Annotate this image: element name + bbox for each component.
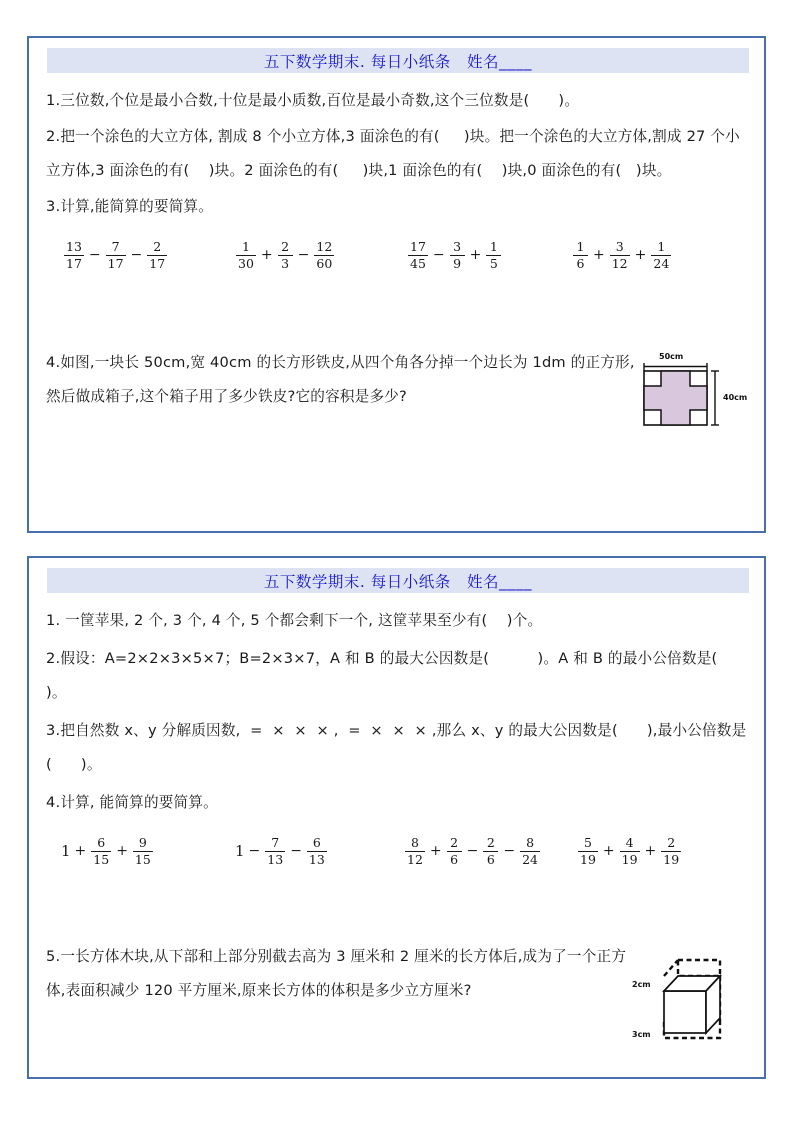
math-operator: −: [503, 843, 516, 859]
fraction: [659, 836, 683, 867]
card-2-question-2: 2.假设：A=2×2×3×5×7；B=2×3×7，A 和 B 的最大公因数是( )。A 和 B 的最小公倍数是( )。: [46, 650, 771, 701]
fraction-denominator: 60: [316, 256, 333, 271]
fraction-denominator: 15: [93, 852, 110, 867]
fraction-denominator: 13: [267, 852, 284, 867]
math-operator: +: [634, 247, 647, 263]
fraction-denominator: 9: [453, 256, 462, 271]
card-1-body: [46, 84, 750, 527]
fraction-denominator: 13: [308, 852, 325, 867]
fraction: [448, 240, 467, 271]
math-operator: −: [432, 247, 445, 263]
fraction: [406, 240, 430, 271]
worksheet-card-1: [27, 36, 766, 533]
card-2-question-3: 3.把自然数 x、y 分解质因数, = × × × , = × × × ,那么 x、y 的最大公因数是( ),最小公倍数是( )。: [46, 722, 747, 773]
fraction: [481, 836, 500, 867]
fraction-denominator: 17: [66, 256, 82, 271]
fraction-denominator: 6: [450, 852, 459, 867]
card-1-expression-row: [46, 232, 750, 284]
fraction: [403, 836, 427, 867]
tin-sheet-label-right: 40cm: [723, 393, 748, 402]
math-operator: +: [429, 843, 442, 859]
fraction-numerator: 1: [241, 238, 250, 254]
fraction: [263, 836, 287, 867]
fraction: [484, 240, 503, 271]
card-2-expression-4: [576, 828, 683, 874]
card-2-header: [47, 568, 749, 593]
fraction-denominator: 17: [149, 256, 166, 271]
fraction-numerator: 2: [667, 834, 676, 850]
math-operator: −: [130, 247, 143, 263]
fraction-numerator: 2: [281, 238, 290, 254]
fraction: [518, 836, 542, 867]
fraction-denominator: 6: [486, 852, 495, 867]
card-1-question-4: 4.如图,一块长 50cm,宽 40cm 的长方形铁皮,从四个角各分掉一个边长为 1dm 的正方形,然后做成箱子,这个箱子用了多少铁皮?它的容积是多少?: [46, 354, 635, 405]
fraction-numerator: 2: [486, 834, 495, 850]
card-1-question-4-wrap: [46, 346, 750, 414]
fraction-numerator: 3: [453, 238, 462, 254]
tin-sheet-figure: [635, 352, 748, 430]
fraction: [571, 240, 590, 271]
card-2-question-5: 5.一长方体木块,从下部和上部分别截去高为 3 厘米和 2 厘米的长方体后,成为了一个正方体,表面积减少 120 平方厘米,原来长方体的体积是多少立方厘米?: [46, 948, 627, 999]
card-1-expression-1: [62, 232, 169, 278]
fraction-denominator: 19: [580, 852, 596, 867]
fraction-denominator: 24: [522, 852, 539, 867]
math-operator: −: [248, 843, 261, 859]
fraction-numerator: 13: [66, 238, 82, 254]
fraction-numerator: 1: [657, 238, 666, 254]
fraction: [145, 240, 169, 271]
fraction-numerator: 8: [526, 834, 535, 850]
card-2-question-5-wrap: [46, 940, 750, 1039]
fraction-numerator: 9: [138, 834, 147, 850]
fraction-denominator: 19: [621, 852, 638, 867]
fraction: [618, 836, 642, 867]
math-integer: 1: [235, 842, 245, 860]
fraction: [608, 240, 632, 271]
fraction-numerator: 12: [316, 238, 333, 254]
fraction-numerator: 7: [271, 834, 280, 850]
math-operator: −: [297, 247, 310, 263]
fraction-denominator: 3: [281, 256, 290, 271]
fraction-numerator: 6: [97, 834, 106, 850]
card-2-question-1: 1. 一筐苹果, 2 个, 3 个, 4 个, 5 个都会剩下一个, 这筐苹果至少有( )个。: [46, 612, 543, 629]
fraction-numerator: 2: [450, 834, 459, 850]
fraction-numerator: 3: [615, 238, 624, 254]
fraction-numerator: 5: [583, 834, 592, 850]
fraction-denominator: 6: [576, 256, 585, 271]
fraction-numerator: 4: [625, 834, 634, 850]
card-2-title: 五下数学期末. 每日小纸条 姓名____: [263, 572, 533, 591]
card-1-question-1: 1.三位数,个位是最小合数,十位是最小质数,百位是最小奇数,这个三位数是( )。: [46, 92, 580, 109]
fraction: [131, 836, 155, 867]
card-2-expression-row: [46, 828, 750, 880]
tin-sheet-label-top: 50cm: [659, 352, 684, 361]
math-integer: 1: [61, 842, 71, 860]
card-1-title: 五下数学期末. 每日小纸条 姓名____: [263, 52, 533, 71]
cuboid-label-bottom: 3cm: [632, 1030, 651, 1039]
fraction: [649, 240, 673, 271]
card-2-body: [46, 604, 771, 1073]
fraction-numerator: 8: [410, 834, 419, 850]
fraction: [305, 836, 329, 867]
math-operator: +: [260, 247, 273, 263]
fraction-denominator: 24: [653, 256, 670, 271]
cuboid-label-top: 2cm: [632, 980, 651, 989]
math-operator: +: [644, 843, 657, 859]
fraction-denominator: 5: [489, 256, 498, 271]
fraction-numerator: 1: [576, 238, 585, 254]
math-operator: +: [116, 843, 128, 859]
math-operator: +: [593, 247, 605, 263]
fraction: [234, 240, 258, 271]
card-2-question-4: 4.计算, 能简算的要简算。: [46, 794, 218, 811]
card-1-question-3: 3.计算,能简算的要简算。: [46, 198, 214, 215]
fraction: [62, 240, 86, 271]
fraction: [445, 836, 464, 867]
fraction-denominator: 30: [238, 256, 254, 271]
card-2-expression-2: [234, 828, 329, 874]
fraction: [312, 240, 336, 271]
fraction-numerator: 7: [111, 238, 120, 254]
fraction: [276, 240, 295, 271]
fraction-denominator: 19: [663, 852, 680, 867]
fraction-denominator: 15: [134, 852, 151, 867]
math-operator: +: [602, 843, 615, 859]
math-operator: −: [290, 843, 302, 859]
cuboid-figure: [632, 954, 742, 1046]
tin-sheet-svg: [635, 352, 743, 430]
fraction: [576, 836, 600, 867]
math-operator: +: [469, 247, 482, 263]
fraction: [89, 836, 113, 867]
fraction: [104, 240, 128, 271]
fraction-denominator: 12: [611, 256, 628, 271]
worksheet-card-2: [27, 556, 771, 1079]
card-1-question-2: 2.把一个涂色的大立方体, 割成 8 个小立方体,3 面涂色的有( )块。把一个涂色的大立方体,割成 27 个小立方体,3 面涂色的有( )块。2 面涂色的有( )块,1 面涂色的有( )块,0 面涂色的有( )块。: [46, 128, 740, 179]
math-operator: +: [74, 843, 87, 859]
fraction-denominator: 17: [107, 256, 124, 271]
fraction-numerator: 2: [153, 238, 162, 254]
card-2-expression-3: [403, 828, 542, 874]
card-2-expression-1: [60, 828, 155, 874]
math-operator: −: [88, 247, 101, 263]
fraction-numerator: 1: [489, 238, 498, 254]
fraction-denominator: 12: [407, 852, 423, 867]
card-1-expression-2: [234, 232, 336, 278]
card-1-expression-4: [571, 232, 673, 278]
fraction-denominator: 45: [410, 256, 426, 271]
fraction-numerator: 6: [312, 834, 321, 850]
card-1-expression-3: [406, 232, 503, 278]
fraction-numerator: 17: [410, 238, 426, 254]
card-1-header: [47, 48, 749, 73]
math-operator: −: [466, 843, 479, 859]
